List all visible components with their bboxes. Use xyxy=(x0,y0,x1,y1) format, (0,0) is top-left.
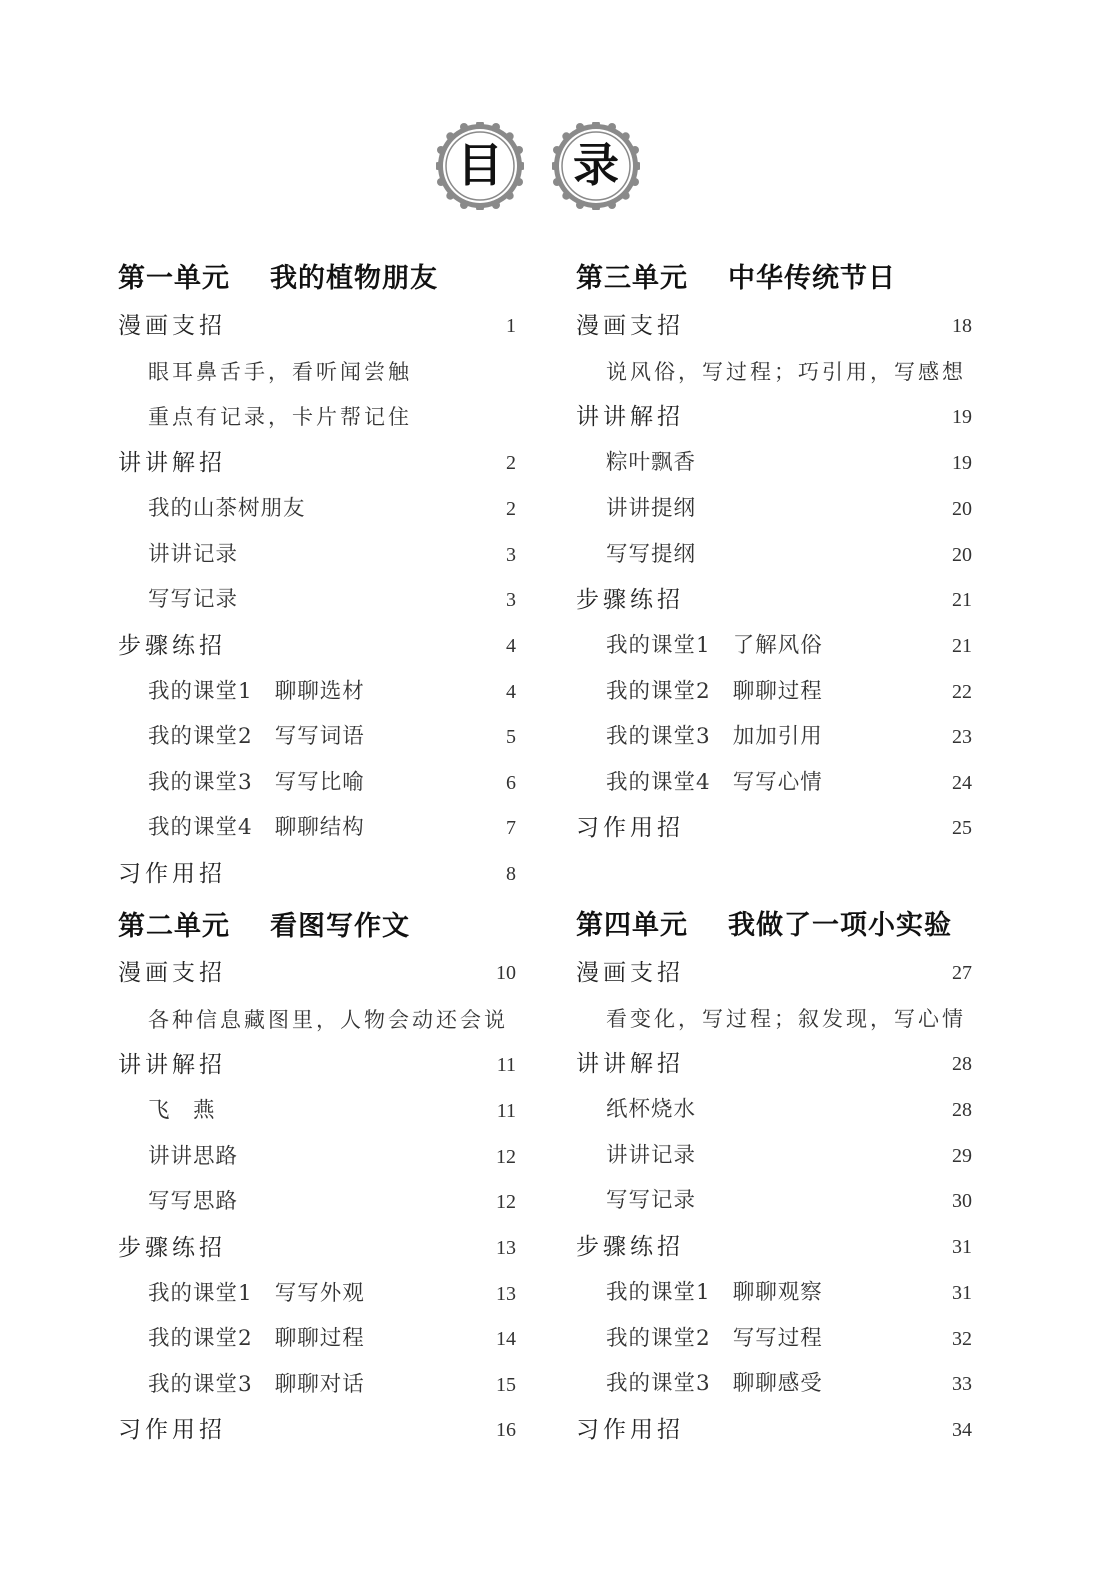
page-number: 24 xyxy=(952,772,972,794)
toc-section[interactable] xyxy=(576,1047,972,1081)
toc-item[interactable] xyxy=(576,629,972,663)
toc-label: 了解风俗 xyxy=(732,633,823,658)
toc-item[interactable] xyxy=(576,720,972,754)
unit-title-text: 我做了一项小实验 xyxy=(728,910,952,941)
toc-label xyxy=(148,1322,365,1356)
toc-label: 聊聊结构 xyxy=(274,815,365,840)
toc-label: 写写词语 xyxy=(274,724,365,749)
toc-label: 我的课堂3 xyxy=(606,1371,711,1396)
toc-label: 漫画支招 xyxy=(118,960,226,986)
toc-item[interactable] xyxy=(576,1276,972,1310)
page-number: 12 xyxy=(496,1191,516,1213)
toc-label: 我的课堂1 xyxy=(606,633,711,658)
page-number: 3 xyxy=(506,544,516,566)
page-number: 3 xyxy=(506,589,516,611)
toc-label: 我的课堂2 xyxy=(606,679,711,704)
toc-item[interactable] xyxy=(576,766,972,800)
page-number: 21 xyxy=(952,589,972,611)
toc-note xyxy=(118,1003,516,1037)
toc-label: 我的课堂3 xyxy=(606,724,711,749)
toc-label: 讲讲记录 xyxy=(606,1143,697,1168)
toc-label: 聊聊过程 xyxy=(732,679,823,704)
page-number: 28 xyxy=(952,1099,972,1121)
toc-label: 步骤练招 xyxy=(576,1234,684,1260)
unit-title-text: 第三单元 xyxy=(576,263,688,294)
toc-label: 目 xyxy=(457,138,503,192)
page-number: 33 xyxy=(952,1373,972,1395)
unit-heading xyxy=(576,903,952,942)
toc-label: 写写提纲 xyxy=(606,542,697,567)
toc-label: 我的课堂4 xyxy=(606,770,711,795)
toc-label xyxy=(606,629,823,663)
page-number: 10 xyxy=(496,962,516,984)
toc-label: 写写记录 xyxy=(606,1188,697,1213)
page-number: 23 xyxy=(952,726,972,748)
toc-label: 眼耳鼻舌手，看听闻尝触 xyxy=(148,360,412,384)
toc-item[interactable] xyxy=(118,1322,516,1356)
toc-label xyxy=(606,675,823,709)
toc-label: 加加引用 xyxy=(732,724,823,749)
unit-title-text: 第二单元 xyxy=(118,911,230,942)
toc-item[interactable] xyxy=(118,1094,516,1128)
unit-heading xyxy=(118,904,410,943)
toc-label: 步骤练招 xyxy=(576,587,684,613)
toc-item[interactable] xyxy=(576,492,972,526)
toc-label: 步骤练招 xyxy=(118,633,226,659)
page-number: 27 xyxy=(952,962,972,984)
toc-label: 我的课堂1 xyxy=(148,1281,253,1306)
toc-item[interactable] xyxy=(576,1139,972,1173)
toc-label: 我的课堂4 xyxy=(148,815,253,840)
toc-section[interactable] xyxy=(118,956,516,990)
toc-item[interactable] xyxy=(118,1140,516,1174)
toc-item[interactable] xyxy=(576,538,972,572)
unit-title-text: 第一单元 xyxy=(118,263,230,294)
toc-label xyxy=(606,766,823,800)
toc-section[interactable] xyxy=(118,446,516,480)
toc-label: 讲讲解招 xyxy=(576,1051,684,1077)
page-number: 21 xyxy=(952,635,972,657)
toc-label: 各种信息藏图里，人物会动还会说 xyxy=(148,1008,508,1032)
toc-label: 写写记录 xyxy=(148,587,239,612)
toc-item[interactable] xyxy=(118,492,516,526)
toc-item[interactable] xyxy=(118,811,516,845)
toc-item[interactable] xyxy=(118,1368,516,1402)
toc-label: 习作用招 xyxy=(118,861,226,887)
page-number: 7 xyxy=(506,817,516,839)
toc-label xyxy=(148,1277,365,1311)
toc-label: 讲讲解招 xyxy=(118,450,226,476)
page-number: 34 xyxy=(952,1419,972,1441)
toc-label: 粽叶飘香 xyxy=(606,450,697,475)
toc-label: 写写比喻 xyxy=(274,770,365,795)
toc-note xyxy=(576,1002,972,1036)
toc-label xyxy=(148,1368,365,1402)
unit-heading xyxy=(118,256,438,295)
page-number: 14 xyxy=(496,1328,516,1350)
toc-item[interactable] xyxy=(576,1367,972,1401)
toc-label: 聊聊对话 xyxy=(274,1372,365,1397)
toc-label: 我的课堂2 xyxy=(606,1326,711,1351)
toc-label: 我的课堂3 xyxy=(148,1372,253,1397)
toc-label: 写写外观 xyxy=(274,1281,365,1306)
page-number: 31 xyxy=(952,1236,972,1258)
toc-item[interactable] xyxy=(576,1184,972,1218)
toc-section[interactable] xyxy=(576,1413,972,1447)
toc-label: 写写思路 xyxy=(148,1189,239,1214)
toc-label: 看变化，写过程；叙发现，写心情 xyxy=(606,1007,966,1031)
toc-section[interactable] xyxy=(118,629,516,663)
toc-label: 漫画支招 xyxy=(118,313,226,339)
toc-item[interactable] xyxy=(118,583,516,617)
page-number: 20 xyxy=(952,498,972,520)
toc-section[interactable] xyxy=(576,956,972,990)
toc-label: 讲讲解招 xyxy=(118,1052,226,1078)
toc-item[interactable] xyxy=(118,766,516,800)
page-number: 30 xyxy=(952,1190,972,1212)
unit-title-text: 第四单元 xyxy=(576,910,688,941)
toc-label xyxy=(148,766,365,800)
toc-label: 我的课堂3 xyxy=(148,770,253,795)
page-number: 18 xyxy=(952,315,972,337)
toc-label: 我的课堂2 xyxy=(148,724,253,749)
unit-heading xyxy=(576,256,896,295)
toc-label: 步骤练招 xyxy=(118,1235,226,1261)
toc-left-column xyxy=(118,0,516,1571)
toc-section[interactable] xyxy=(118,1231,516,1265)
page-number: 15 xyxy=(496,1374,516,1396)
toc-label: 写写过程 xyxy=(732,1326,823,1351)
toc-item[interactable] xyxy=(118,720,516,754)
toc-label: 聊聊过程 xyxy=(274,1326,365,1351)
page-number: 1 xyxy=(506,315,516,337)
page-number: 5 xyxy=(506,726,516,748)
toc-label: 我的山茶树朋友 xyxy=(148,496,306,521)
page-number: 25 xyxy=(952,817,972,839)
page-number: 32 xyxy=(952,1328,972,1350)
toc-section[interactable] xyxy=(576,400,972,434)
page-number: 28 xyxy=(952,1053,972,1075)
toc-label: 讲讲思路 xyxy=(148,1144,239,1169)
toc-item[interactable] xyxy=(576,446,972,480)
toc-label: 我的课堂2 xyxy=(148,1326,253,1351)
toc-label: 重点有记录，卡片帮记住 xyxy=(148,405,412,429)
toc-label xyxy=(148,675,365,709)
toc-item[interactable] xyxy=(576,1322,972,1356)
toc-label: 漫画支招 xyxy=(576,313,684,339)
page-number: 6 xyxy=(506,772,516,794)
page-number: 19 xyxy=(952,452,972,474)
unit-title-text: 我的植物朋友 xyxy=(270,263,438,294)
toc-label: 讲讲解招 xyxy=(576,404,684,430)
toc-section[interactable] xyxy=(118,309,516,343)
toc-item[interactable] xyxy=(576,1093,972,1127)
page-number: 11 xyxy=(496,1100,516,1122)
toc-label: 飞 燕 xyxy=(148,1098,216,1123)
toc-label: 习作用招 xyxy=(576,1417,684,1443)
toc-item[interactable] xyxy=(118,538,516,572)
toc-label xyxy=(148,720,365,754)
page-number: 11 xyxy=(496,1054,516,1076)
page-number: 2 xyxy=(506,498,516,520)
toc-label: 习作用招 xyxy=(576,815,684,841)
page-number: 12 xyxy=(496,1146,516,1168)
toc-label xyxy=(148,811,365,845)
toc-item[interactable] xyxy=(118,1185,516,1219)
toc-label: 讲讲记录 xyxy=(148,542,239,567)
toc-label xyxy=(606,1322,823,1356)
toc-label xyxy=(606,720,823,754)
toc-label xyxy=(606,1367,823,1401)
page-number: 13 xyxy=(496,1237,516,1259)
page-number: 31 xyxy=(952,1282,972,1304)
toc-label: 聊聊观察 xyxy=(732,1280,823,1305)
page-number: 13 xyxy=(496,1283,516,1305)
page-number: 22 xyxy=(952,681,972,703)
toc-section[interactable] xyxy=(576,583,972,617)
toc-label: 聊聊选材 xyxy=(274,679,365,704)
page-number: 4 xyxy=(506,635,516,657)
unit-title-text: 中华传统节日 xyxy=(728,263,896,294)
toc-section[interactable] xyxy=(118,1413,516,1447)
toc-label: 说风俗，写过程；巧引用，写感想 xyxy=(606,360,966,384)
toc-item[interactable] xyxy=(118,675,516,709)
toc-section[interactable] xyxy=(576,811,972,845)
toc-label: 漫画支招 xyxy=(576,960,684,986)
toc-label: 写写心情 xyxy=(732,770,823,795)
page-number: 8 xyxy=(506,863,516,885)
toc-label: 讲讲提纲 xyxy=(606,496,697,521)
page-number: 2 xyxy=(506,452,516,474)
toc-right-column xyxy=(576,0,972,1571)
toc-label xyxy=(606,1276,823,1310)
toc-label: 聊聊感受 xyxy=(732,1371,823,1396)
page-number: 19 xyxy=(952,406,972,428)
toc-item[interactable] xyxy=(118,1277,516,1311)
toc-label: 纸杯烧水 xyxy=(606,1097,697,1122)
toc-section[interactable] xyxy=(576,309,972,343)
toc-note xyxy=(576,355,972,389)
toc-note xyxy=(118,400,516,434)
toc-label: 我的课堂1 xyxy=(606,1280,711,1305)
toc-section[interactable] xyxy=(118,857,516,891)
page-number: 4 xyxy=(506,681,516,703)
unit-title-text: 看图写作文 xyxy=(270,911,410,942)
toc-note xyxy=(118,355,516,389)
page-number: 20 xyxy=(952,544,972,566)
toc-label: 习作用招 xyxy=(118,1417,226,1443)
page-number: 16 xyxy=(496,1419,516,1441)
toc-section[interactable] xyxy=(576,1230,972,1264)
toc-label: 我的课堂1 xyxy=(148,679,253,704)
toc-label: 录 xyxy=(573,138,619,192)
toc-item[interactable] xyxy=(576,675,972,709)
page-number: 29 xyxy=(952,1145,972,1167)
toc-section[interactable] xyxy=(118,1048,516,1082)
